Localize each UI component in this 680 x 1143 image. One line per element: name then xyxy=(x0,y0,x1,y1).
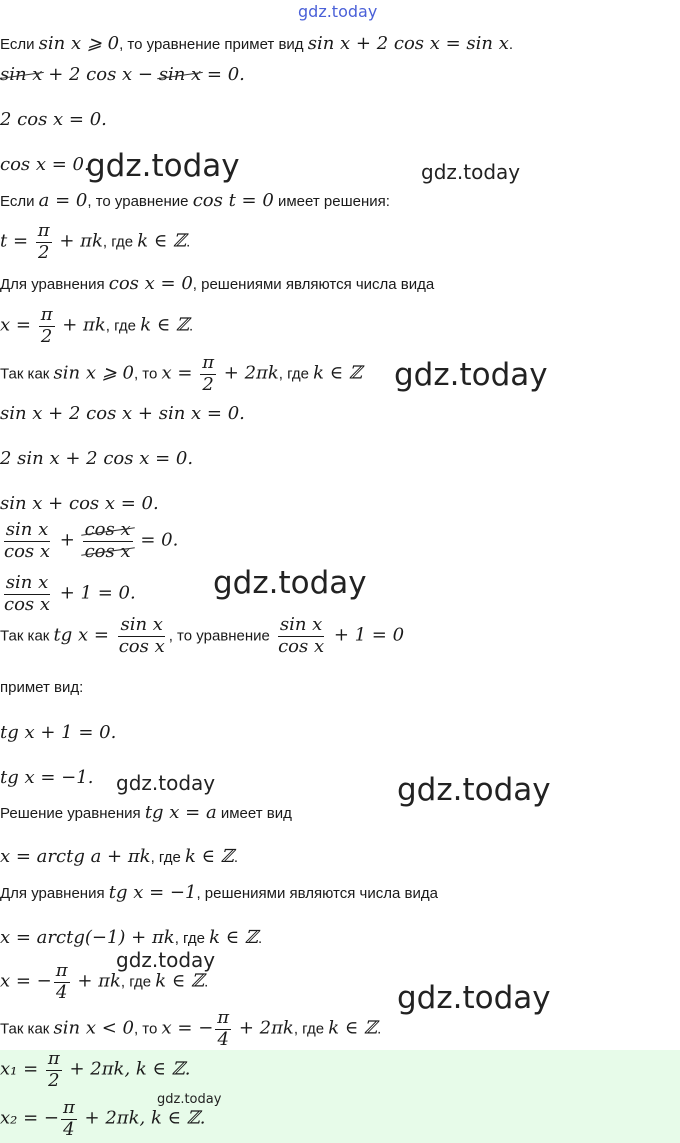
solution-line: sin x + 2 cos x − sin x = 0. xyxy=(0,64,245,85)
fraction: $\frac{\pi}{4}$ xyxy=(62,1097,75,1140)
fraction xyxy=(83,521,133,562)
solution-line: Для уравнения cos x = 0, решениями являются числа вида xyxy=(0,273,435,294)
fraction: $\frac{\text{sin x}}{\text{cos x}}$ xyxy=(278,614,325,657)
solution-line: Решение уравнения tg x = a имеет вид xyxy=(0,802,292,823)
watermark: gdz.today xyxy=(421,160,521,184)
fraction: $\frac{\text{sin x}}{\text{cos x}}$ xyxy=(4,572,51,615)
solution-line: Для уравнения tg x = −1, решениями являются числа вида xyxy=(0,882,438,903)
solution-line: cos x = 0. xyxy=(0,154,90,175)
solution-line: $\frac{\text{sin x}}{\text{cos x}}$ + $\frac{\text{cos x}}{\text{cos x}}$ = 0. xyxy=(4,519,179,562)
solution-line: x = $\frac{\pi}{2}$ + πk, где k ∈ ℤ. xyxy=(0,304,194,347)
watermark: gdz.today xyxy=(394,357,548,393)
watermark: gdz.today xyxy=(157,1092,222,1107)
solution-line: sin x + 2 cos x + sin x = 0. xyxy=(0,403,245,424)
fraction: $\frac{\pi}{2}$ xyxy=(37,220,50,263)
fraction: $\frac{\pi}{2}$ xyxy=(202,352,215,395)
fraction: $\frac{\pi}{2}$ xyxy=(47,1048,60,1091)
solution-line: sin x + cos x = 0. xyxy=(0,493,159,514)
watermark: gdz.today xyxy=(116,771,216,795)
solution-line: Так как sin x < 0, то x = − $\frac{\pi}{4}$ + 2πk, где k ∈ ℤ. xyxy=(0,1007,382,1050)
solution-line: примет вид: xyxy=(0,679,84,696)
solution-line: Если sin x ⩾ 0, то уравнение примет вид sin x + 2 cos x = sin x. xyxy=(0,33,514,54)
solution-line: 2 sin x + 2 cos x = 0. xyxy=(0,448,194,469)
fraction: $\frac{\pi}{4}$ xyxy=(217,1007,230,1050)
watermark: gdz.today xyxy=(213,565,367,601)
cancelled-term: cos x xyxy=(84,540,131,562)
solution-line: x = − $\frac{\pi}{4}$ + πk, где k ∈ ℤ. xyxy=(0,960,209,1003)
watermark-top: gdz.today xyxy=(298,2,378,21)
fraction: $\frac{\text{sin x}}{\text{cos x}}$ xyxy=(118,614,165,657)
watermark: gdz.today xyxy=(116,948,216,972)
cancelled-term: sin x xyxy=(0,64,43,85)
solution-line: x = arctg(−1) + πk, где k ∈ ℤ. xyxy=(0,927,263,948)
answer-x1: x₁ = $\frac{\pi}{2}$ + 2πk, k ∈ ℤ. xyxy=(0,1048,191,1091)
solution-line: x = arctg a + πk, где k ∈ ℤ. xyxy=(0,846,238,867)
answer-x2: x₂ = − $\frac{\pi}{4}$ + 2πk, k ∈ ℤ. xyxy=(0,1097,206,1140)
fraction: $\frac{\pi}{2}$ xyxy=(40,304,53,347)
solution-line: tg x + 1 = 0. xyxy=(0,722,117,743)
solution-line: t = $\frac{\pi}{2}$ + πk, где k ∈ ℤ. xyxy=(0,220,191,263)
cancelled-term: cos x xyxy=(84,519,131,540)
solution-line: $\frac{\text{sin x}}{\text{cos x}}$ + 1 = 0. xyxy=(4,572,136,615)
solution-line: 2 cos x = 0. xyxy=(0,109,107,130)
cancelled-term: sin x xyxy=(158,64,202,85)
solution-line: Если a = 0, то уравнение cos t = 0 имеет решения: xyxy=(0,190,390,211)
fraction: $\frac{\text{sin x}}{\text{cos x}}$ xyxy=(4,519,51,562)
solution-line: Так как tg x = $\frac{\text{sin x}}{\text{cos x}}$ , то уравнение $\frac{\text{sin x}}{\text{cos x}}$ + 1 = 0 xyxy=(0,614,405,657)
watermark: gdz.today xyxy=(397,980,551,1016)
watermark: gdz.today xyxy=(397,772,551,808)
fraction: $\frac{\pi}{4}$ xyxy=(55,960,68,1003)
solution-line: Так как sin x ⩾ 0, то x = $\frac{\pi}{2}$ + 2πk, где k ∈ ℤ xyxy=(0,352,362,395)
solution-line: tg x = −1. xyxy=(0,767,94,788)
watermark: gdz.today xyxy=(86,148,240,184)
